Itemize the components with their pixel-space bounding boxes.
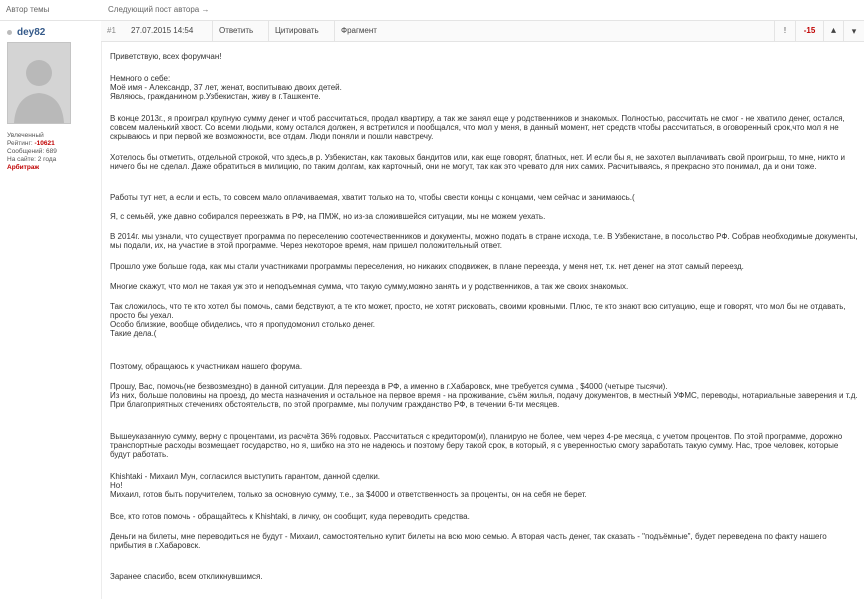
post-number[interactable]: #1 bbox=[107, 26, 116, 35]
user-online: На сайте: 2 года bbox=[7, 156, 57, 163]
post-paragraph: Вышеуказанную сумму, верну с процентами, из расчёта 36% годовых. Рассчитаться с кредитором(и), планирую не более, чем через 4-ре месяца, с учетом процентов. По этой программе, дорожно транспортные расходы возмещает государство, но я, шибко на это не надеюсь и поэтому беру такой срок, в который, я с уверенностью смогу заработать такую сумму. Нас, трое человек, которые будут работать. bbox=[110, 432, 843, 459]
user-info bbox=[7, 132, 57, 172]
reply-button[interactable]: Ответить bbox=[213, 21, 269, 41]
post-rating: -15 bbox=[796, 21, 824, 41]
next-post-link[interactable]: Следующий пост автора → bbox=[108, 5, 210, 14]
username[interactable]: dey82 bbox=[17, 27, 46, 38]
username-block[interactable] bbox=[7, 27, 45, 38]
user-messages: Сообщений: 689 bbox=[7, 148, 57, 155]
avatar[interactable] bbox=[7, 42, 71, 124]
post-paragraph: Я, с семьёй, уже давно собирался переезжать в РФ, на ПМЖ, но из-за сложившейся ситуации, мы не можем уехать. bbox=[110, 212, 546, 221]
post-date: 27.07.2015 14:54 bbox=[125, 21, 213, 41]
fragment-button[interactable]: Фрагмент bbox=[341, 26, 377, 35]
user-role: Арбитраж bbox=[7, 164, 40, 171]
author-column-label: Автор темы bbox=[6, 5, 50, 14]
offline-status-icon bbox=[7, 30, 12, 35]
default-avatar-icon bbox=[8, 43, 70, 123]
user-status: Увлеченный bbox=[7, 132, 44, 139]
post-paragraph: Деньги на билеты, мне переводиться не будут - Михаил, самостоятельно купит билеты на всю мою семью. А вторая часть денег, так сказать - "подъёмные", будет переведена по факту нашего прибытия в г.Хабаровск. bbox=[110, 532, 827, 550]
post-paragraph: Все, кто готов помочь - обращайтесь к Khishtaki, в личку, он сообщит, куда переводить средства. bbox=[110, 512, 470, 521]
vote-down-icon[interactable]: ▾ bbox=[851, 26, 857, 36]
post-paragraph: Работы тут нет, а если и есть, то совсем мало оплачиваемая, хватит только на то, чтобы свести концы с концами, чем сейчас и занимаюсь.( bbox=[110, 193, 635, 202]
post-paragraph: В конце 2013г., я проиграл крупную сумму денег и чтоб рассчитаться, продал квартиру, а так же занял еще у родственников и знакомых. Полностью, рассчитать не смог - не хватило денег, остался, совсем маленький хвост. Со всеми людьми, кому остался должен, я встретился и пообщался, что мол у меня, в данный момент, нет средств чтобы рассчитаться, в оговоренный срок,что мол я не скрываюсь и при первой же возможности, все отдам. Люди поняли и пошли навстречу. bbox=[110, 114, 845, 141]
post-paragraph: Khishtaki - Михаил Мун, согласился выступить гарантом, данной сделки. Но! Михаил, готов быть поручителем, только за основную сумму, т.е., за $4000 и ответственность за проценты, он на себя не берет. bbox=[110, 472, 587, 499]
post-paragraph: В 2014г. мы узнали, что существует программа по переселению соотечественников и документы, можно подать в стране исхода, т.е. В Узбекистане, в посольство РФ. Собрав необходимые документы, мы подали, их, на участие в этой программе. Через некоторое время, нам пришел положительный ответ. bbox=[110, 232, 858, 250]
user-rating bbox=[7, 140, 57, 148]
rating-value: -10621 bbox=[34, 140, 55, 147]
quote-button[interactable]: Цитировать bbox=[269, 21, 335, 41]
post-paragraph: Прошло уже больше года, как мы стали участниками программы переселения, но никаких сподвижек, в плане переезда, у меня нет, т.к. нет денег на этот самый переезд. bbox=[110, 262, 744, 271]
post-paragraph: Заранее спасибо, всем откликнувшимся. bbox=[110, 572, 263, 581]
post-paragraph: Многие скажут, что мол не такая уж это и неподъемная сумма, что такую сумму,можно занять и у родственников, а так же своих знакомых. bbox=[110, 282, 629, 291]
post-paragraph: Приветствую, всех форумчан! bbox=[110, 52, 222, 61]
topic-header-bar bbox=[0, 0, 864, 21]
post-paragraph: Немного о себе: Моё имя - Александр, 37 лет, женат, воспитываю двоих детей. Являюсь, гражданином р.Узбекистан, живу в г.Ташкенте. bbox=[110, 74, 342, 101]
user-sidebar bbox=[0, 20, 100, 599]
post-paragraph: Так сложилось, что те кто хотел бы помочь, сами бедствуют, а те кто может, просто, не хотят рисковать, своими кровными. Плюс, те кто знают всю ситуацию, еще и говорят, что мол бы не отдавать, просто бы уехал. Особо близкие, вообще обиделись, что я пропудомонил столько денег. Такие дела.( bbox=[110, 302, 846, 338]
vote-up-icon[interactable]: ▴ bbox=[824, 21, 844, 41]
post-paragraph: Хотелось бы отметить, отдельной строкой, что здесь,в р. Узбекистан, как таковых бандитов или, как еще говорят, блатных, нет. И если бы я, не захотел выплачивать свой проигрыш, то мне, никто и ничего бы не сделал. Даже обратиться в милицию, по таким долгам, как карточный, они не могут, так как это чревато для них самих. Расчитываясь, я прекрасно это понимал, да и они тоже. bbox=[110, 153, 845, 171]
post-paragraph: Прошу, Вас, помочь(не безвозмездно) в данной ситуации. Для переезда в РФ, а именно в г.Хабаровск, мне требуется сумма , $4000 (четыре тысячи). Из них, больше половины на проезд, до места назначения и остальное на первое время - на проживание, съём жилья, подачу документов, в местный УФМС, переводы, нотариальные заверения и т.д. При благоприятных стечениях обстоятельств, по этой программе, мы получим гражданство РФ, в течении 6-ти месяцев. bbox=[110, 382, 858, 409]
report-button[interactable]: ! bbox=[774, 21, 796, 41]
rating-label: Рейтинг: bbox=[7, 140, 33, 147]
post-paragraph: Поэтому, обращаюсь к участникам нашего форума. bbox=[110, 362, 303, 371]
post-body bbox=[101, 42, 864, 599]
post-toolbar bbox=[101, 21, 864, 42]
